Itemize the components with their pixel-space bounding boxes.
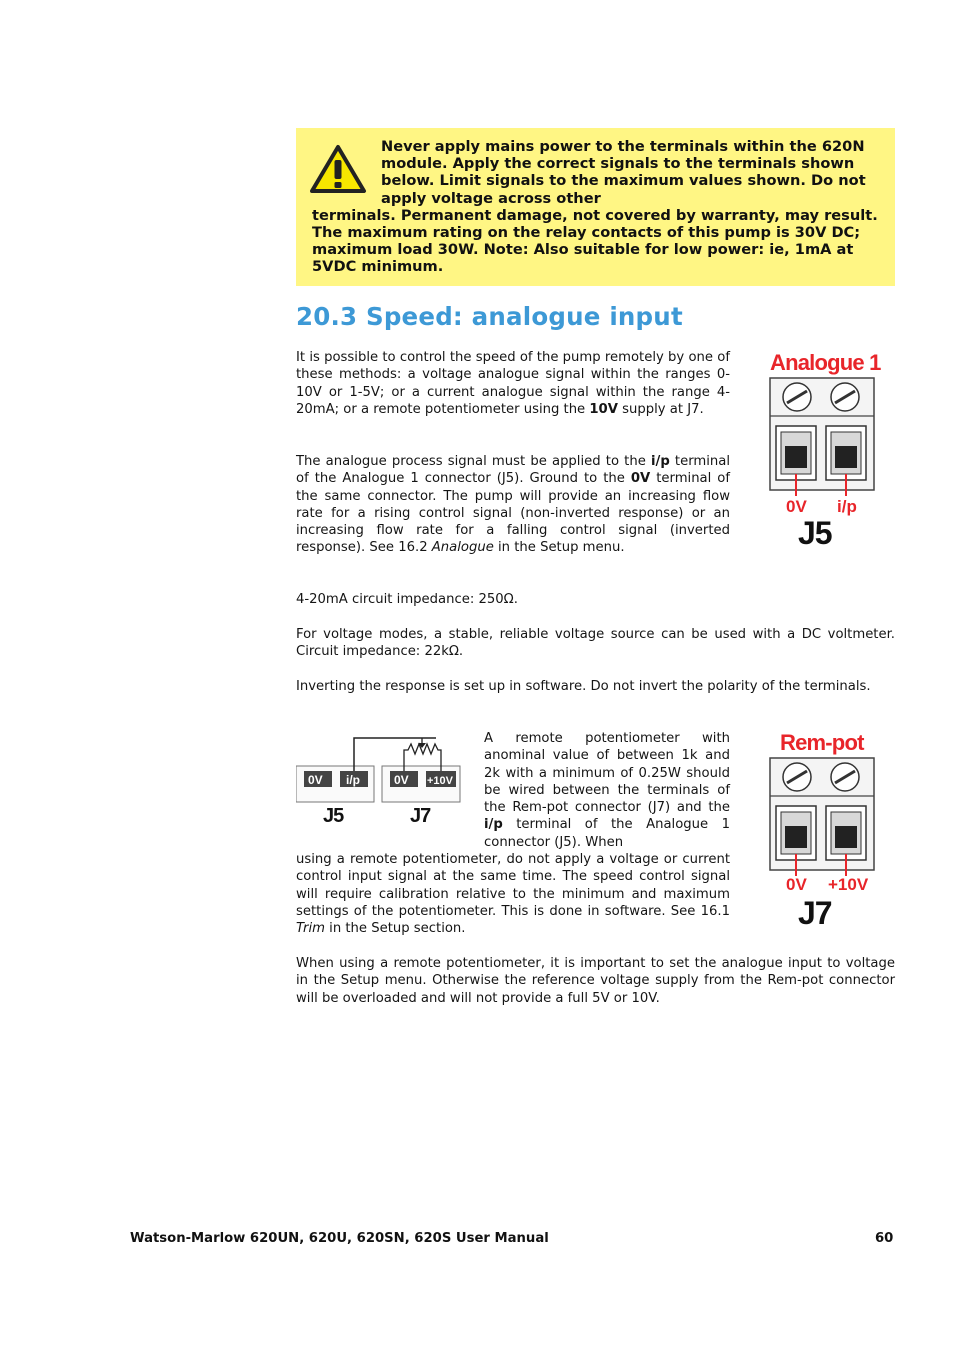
- j5-ip-label: i/p: [346, 773, 360, 787]
- paragraph-remote-pot: [484, 730, 730, 851]
- j7-10v-label: +10V: [427, 775, 453, 787]
- j5-0v-label: 0V: [308, 773, 323, 787]
- text-span: in the Setup menu.: [493, 540, 625, 556]
- figure-title: Analogue 1: [770, 350, 881, 375]
- paragraph-setup-voltage: When using a remote potentiometer, it is important to set the analogue input to voltage in the Setup menu. Otherwise the reference voltage supply from the Rem-pot connector will be overloaded and will not provide a full 5V or 10V.: [296, 956, 895, 1006]
- j7-label: J7: [410, 805, 431, 827]
- rem-pot-connector-figure: [760, 726, 890, 932]
- warning-text: [312, 138, 882, 276]
- paragraph-remote-pot-continued: [296, 851, 730, 937]
- text-span: using a remote potentiometer, do not apply a voltage or current control input signal at the same time. The speed control signal will require calibration relative to the minimum and maximum settings of the potentiometer. This is done in software. See 16.1: [296, 852, 730, 919]
- potentiometer-wiring-diagram: [296, 732, 462, 830]
- bold-span: 10V: [589, 401, 618, 417]
- paragraph-control-methods: [296, 349, 730, 418]
- bold-span: 0V: [630, 471, 651, 487]
- text-span: in the Setup section.: [324, 921, 466, 937]
- paragraph-impedance-current: 4-20mA circuit impedance: 250Ω.: [296, 592, 518, 607]
- analogue-1-connector-figure: [760, 346, 890, 552]
- terminal-label-10v: +10V: [828, 875, 869, 894]
- italic-span: Analogue: [431, 540, 494, 556]
- text-span: terminal of the Analogue 1 connector (J5). Ground to the: [296, 454, 731, 487]
- warning-line-2: terminals. Permanent damage, not covered by warranty, may result. The maximum rating on the relay contacts of this pump is 30V DC; maximum load 30W. Note: Also suitable for low power: ie, 1mA at 5VDC minimum.: [312, 206, 878, 276]
- connector-label: J5: [798, 515, 832, 551]
- terminal-label-0v: 0V: [786, 875, 807, 894]
- italic-span: Trim: [296, 921, 325, 937]
- j5-label: J5: [323, 805, 344, 827]
- bold-span: i/p: [484, 817, 503, 833]
- paragraph-inverting: Inverting the response is set up in software. Do not invert the polarity of the terminals.: [296, 679, 871, 694]
- terminal-label-0v: 0V: [786, 497, 807, 516]
- page-number: 60: [875, 1231, 894, 1246]
- footer-title: Watson-Marlow 620UN, 620U, 620SN, 620S User Manual: [130, 1231, 549, 1246]
- paragraph-process-signal: [296, 453, 730, 557]
- figure-title: Rem-pot: [780, 730, 864, 755]
- bold-span: i/p: [650, 454, 670, 469]
- text-span: The analogue process signal must be applied to the: [296, 454, 651, 469]
- j7-0v-label: 0V: [394, 773, 409, 787]
- paragraph-voltage-modes: For voltage modes, a stable, reliable voltage source can be used with a DC voltmeter. Circuit impedance: 22kΩ.: [296, 627, 895, 660]
- text-span: It is possible to control the speed of the pump remotely by one of these methods: a voltage analogue signal within the ranges 0-10V or 1-5V; or a current analogue signal within the range 4-20mA; or a remote potentiometer using the: [296, 350, 730, 417]
- text-span: terminal of the Analogue 1 connector (J5). When: [484, 817, 730, 850]
- connector-label: J7: [798, 895, 832, 931]
- text-span: terminal of the same connector. The pump will provide an increasing flow rate for a rising control signal (non-inverted response) or an increasing flow rate for a falling control signal (inverted response). See 16.2: [296, 471, 730, 556]
- warning-line-1: Never apply mains power to the terminals within the 620N module. Apply the correct signals to the terminals shown below. Limit signals to the maximum values shown. Do not apply voltage across other: [381, 138, 866, 207]
- text-span: A remote potentiometer with anominal value of between 1k and 2k with a minimum of 0.25W should be wired between the terminals of the Rem-pot connector (J7) and the: [484, 731, 730, 816]
- section-title: 20.3 Speed: analogue input: [296, 302, 683, 331]
- text-span: supply at J7.: [617, 401, 704, 417]
- terminal-label-ip: i/p: [837, 497, 857, 516]
